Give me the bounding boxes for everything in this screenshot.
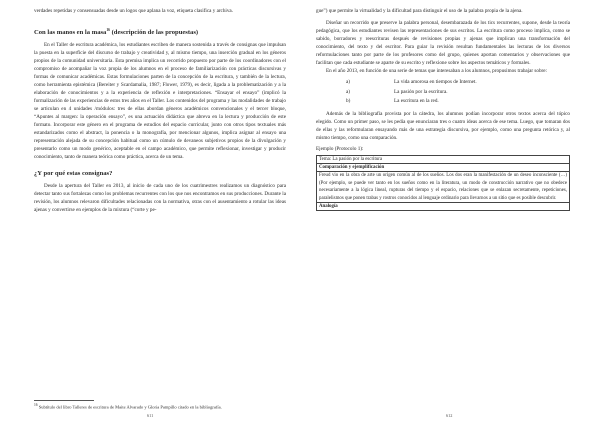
table-row	[317, 172, 570, 203]
list-item-text: La escritura en la red.	[394, 98, 439, 104]
section-heading-consignas: ¿Y por qué estas consignas?	[34, 170, 113, 178]
list-item	[316, 97, 570, 107]
list-item-letter: a)	[346, 88, 350, 95]
list-item	[316, 88, 570, 98]
left-paragraph-2: Desde la apertura del Taller en 2013, al inicio de cada uno de los cuatrimestres realizamos un diagnóstico para detectar tanto sus fortalezas como los problemas recurrentes con los que nos encontramos en sus producciones. Durante la revisión, los alumnos relevaron dificultades relacionadas con la normativa, otras con el ausentamiento a rotular las ideas ajenas y convertirse en ejemplos de la mixtura (“corte y pe-	[34, 183, 286, 214]
page-number-right: 612	[446, 413, 453, 418]
section-heading-manos-text: Con las manos en la masa	[34, 29, 107, 37]
footnote-ref: 16	[106, 28, 110, 32]
protocol-section-comparacion: Comparación y ejemplificación	[317, 163, 570, 171]
right-paragraph-3: Además de la bibliografía provista por la cátedra, los alumnos podían incorporar otros textos acerca del tópico elegido. Como un primer paso, se les pedía que enunciaran tres o cuatro ideas acerca de ese tema. Luego, que tomaran dos de ellas y las reformularan ensayando más de una estrategia discursiva, por ejemplo, como una pregunta retórica y, al mismo tiempo, como una comparación.	[316, 110, 570, 141]
footnote-number: 16	[34, 403, 38, 407]
section-heading-manos-tail: (descripción de las propuestas)	[109, 29, 199, 37]
table-row	[317, 155, 570, 163]
footnote-divider	[34, 400, 94, 401]
list-item	[316, 78, 570, 88]
topic-list	[316, 78, 570, 107]
left-top-paragraph: verdades repetidas y consensuadas desde un logos que aplana la voz, etiqueta clasifica y archiva.	[34, 8, 233, 14]
right-paragraph-2: En el año 2013, en función de una serie de temas que interesaban a los alumnos, propusimos trabajar sobre:	[326, 68, 547, 74]
protocol-body: Freud vio en la obra de arte un origen común al de los sueños. Los dos eran la manifestación de un deseo inconsciente (…) (Por ejemplo, se puede ver tanto en los sueños como en la literatura, un modo de construcción narrativo que no obedece necesariamente a la lógica lineal, rupturas del tiempo y el espacio, relaciones que se enlazan secretamente, repeticiones, paralelismos que ponen trabas y rostros conocidos al lenguaje ordinario para llevarnos a un sitio que es posible descubrir.	[317, 172, 570, 203]
table-row	[317, 202, 570, 210]
list-item-letter: b)	[346, 98, 351, 104]
footnote-text: Subtítulo del libro Talleres de escritura de Maite Alvarado y Gloria Pampillo citado en la bibliografía.	[37, 404, 222, 410]
example-label: Ejemplo (Protocolo 1):	[316, 145, 364, 152]
protocol-table	[316, 155, 570, 212]
page-number-left: 611	[147, 413, 154, 418]
list-item-letter: a)	[346, 79, 350, 85]
right-paragraph-1: Diseñar un recorrido que preserve la palabra personal, desembarazada de los tics recurrentes, supone, desde la teoría pedagógica, que los estudiantes revisen las representaciones de sus escritos. La escritura como proceso implica, como se sabido, borradores y reescrituras después de revisiones propias y ajenas que implican una transformación del conocimiento, del texto y del escritor. Para guiar la revisión resultan fundamentales las lecturas de los diversos reformulaciones tanto por parte de los profesores como del grupo, quienes aportan comentarios y observaciones que facilitan que cada estudiante se aparte de su escrito y reflexione sobre los aspectos temáticos y formales.	[316, 20, 570, 66]
footnote	[34, 402, 284, 411]
right-page	[300, 0, 600, 424]
list-item-text: La pasión por la escritura.	[394, 88, 448, 95]
protocol-tema: Tema: La pasión por la escritura	[317, 155, 570, 163]
left-paragraph-1: En el Taller de escritura académica, los estudiantes escriben de manera sostenida a través de consignas que impulsan la puesta en la superficie del discurso de trabajo y creatividad y, al mismo tiempo, una inserción gradual en los géneros propios de la comunidad universitaria. Esta premisa implica un recorrido propuesto por parte de los coordinadores con el compromiso de acompañar la voz propia de los alumnos en el proceso de familiarización con prácticas discursivas y formas de comunicar académicas. Estas formulaciones parten de la concepción de la escritura, y también de la lectura, como herramienta epistémica (Bereiter y Scardamalia, 1987; Flower, 1979), es decir, ligada a la problematización y a la elaboración de conocimientos y a la experiencia de reflexión e interpretaciones. “Ensayar el ensayo” (implicó la formalización de las experiencias de estos tres años en el Taller. Los contenidos del programa y las modalidades de trabajo se articulan en 4 unidades /módulos: tres de ellas abordan géneros académicos convencionales y el tercer bloque, “Apuntes al margen: la operación ensayo”, es una actuación didáctica que abreva en la lectura y producción de este formato. Incorporar este género en el programa de estudios del espacio curricular, junto con otros tipos textuales más estandarizados como el abstract, la ponencia o la monografía, por mencionar algunos, implica asignar al ensayo una representación alejada de su concepción habitual como un cúmulo de devaneos subjetivos propios de la divulgación y presentarlo como un modo genérico, aceptable en el campo académico, que permite reflexionar, investigar y producir conocimiento, tanto de manera teórica como práctica, acerca de un tema.	[34, 42, 286, 161]
right-top-paragraph: gue”) que permite la virtualidad y la dificultad para distinguir el uso de la palabra propia de la ajena.	[316, 8, 523, 14]
protocol-section-analogia: Analogía	[317, 202, 570, 210]
list-item-text: La vida amorosa en tiempos de Internet.	[394, 79, 477, 85]
table-row	[317, 163, 570, 171]
section-heading-manos	[34, 26, 286, 37]
